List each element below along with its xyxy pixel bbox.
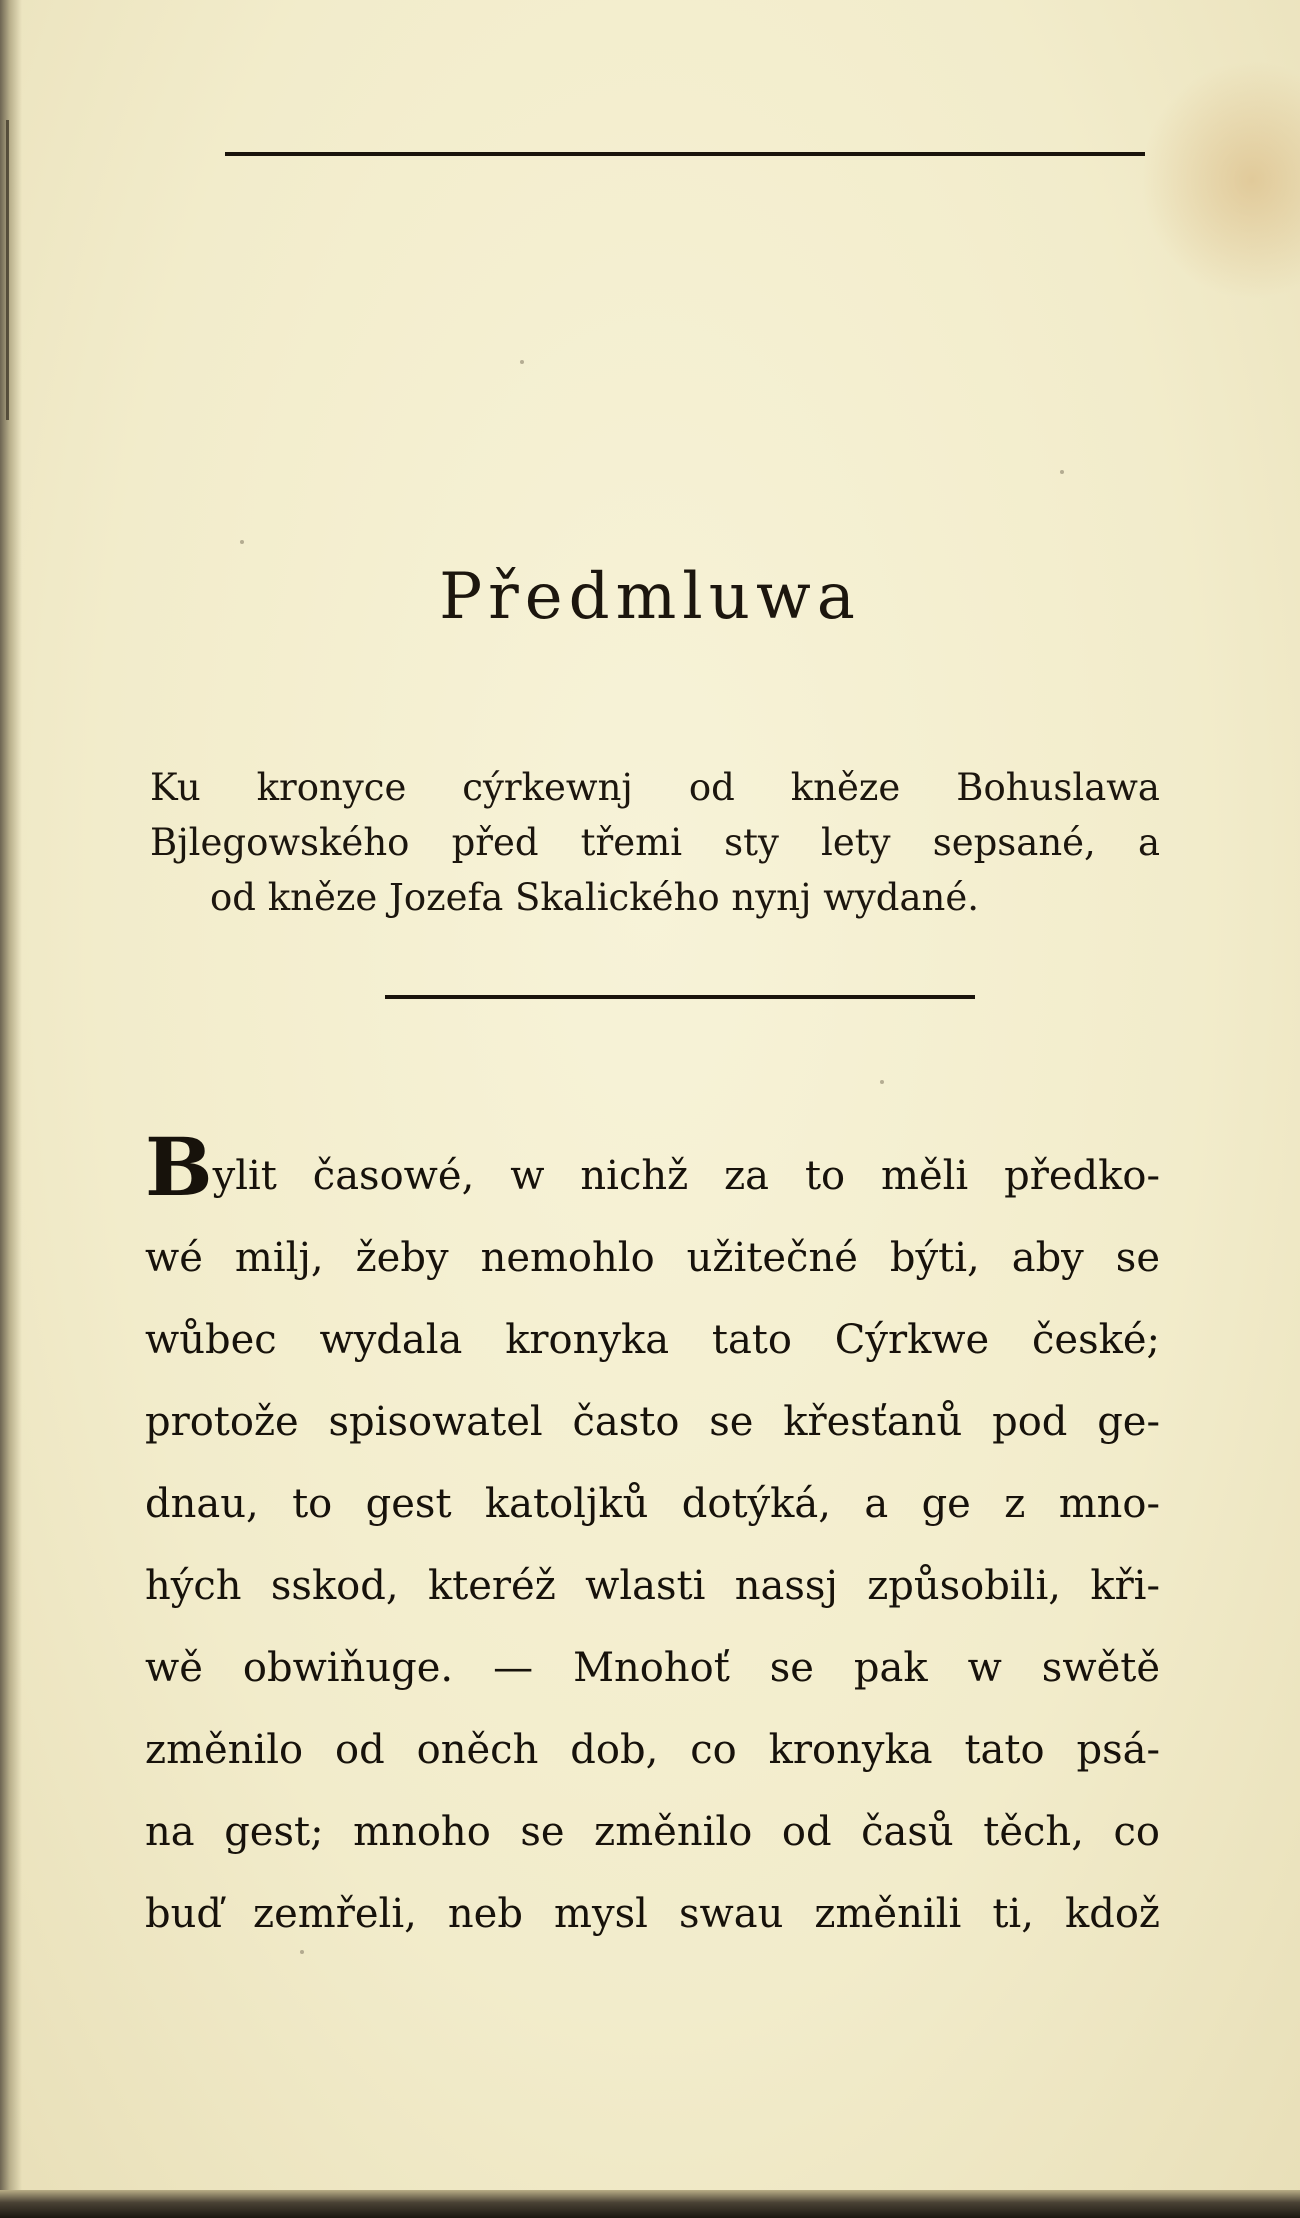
scan-bottom-edge [0,2190,1300,2218]
paper-speck [240,540,244,544]
paper-stain [1140,60,1300,300]
binding-mark [6,120,9,420]
body-line: změnilo od oněch dob, co kronyka tato psá- [145,1727,1160,1773]
subtitle-line: Ku kronyce cýrkewnj od kněze Bohuslawa [150,766,1160,809]
binding-edge [0,0,22,2218]
page-title: Předmluwa [439,560,861,634]
body-line: wé milj, žeby nemohlo užitečné býti, aby se [145,1235,1160,1281]
subtitle-line: Bjlegowského před třemi sty lety sepsané, a [150,821,1160,864]
paper-speck [300,1950,304,1954]
body-line: buď zemřeli, neb mysl swau změnili ti, kdož [145,1891,1160,1937]
subtitle-line: od kněze Jozefa Skalického nynj wydané. [210,876,980,919]
drop-initial: B [145,1120,213,1214]
body-line: protože spisowatel často se křesťanů pod ge- [145,1399,1160,1445]
section-rule [385,995,975,999]
body-line: wůbec wydala kronyka tato Cýrkwe české; [145,1317,1160,1363]
top-rule [225,152,1145,156]
subtitle-block [150,760,1160,925]
body-line: na gest; mnoho se změnilo od časů těch, co [145,1809,1160,1855]
body-paragraph [145,1120,1160,1955]
paper-speck [520,360,524,364]
paper-speck [880,1080,884,1084]
body-line-text: ylit časowé, w nichž za to měli předko- [212,1153,1160,1199]
body-line: wě obwiňuge. — Mnohoť se pak w swětě [145,1645,1160,1691]
body-line: hých sskod, kteréž wlasti nassj způsobili, kři- [145,1563,1160,1609]
body-line [145,1120,1160,1217]
body-line: dnau, to gest katoljků dotýká, a ge z mno- [145,1481,1160,1527]
paper-speck [1060,470,1064,474]
